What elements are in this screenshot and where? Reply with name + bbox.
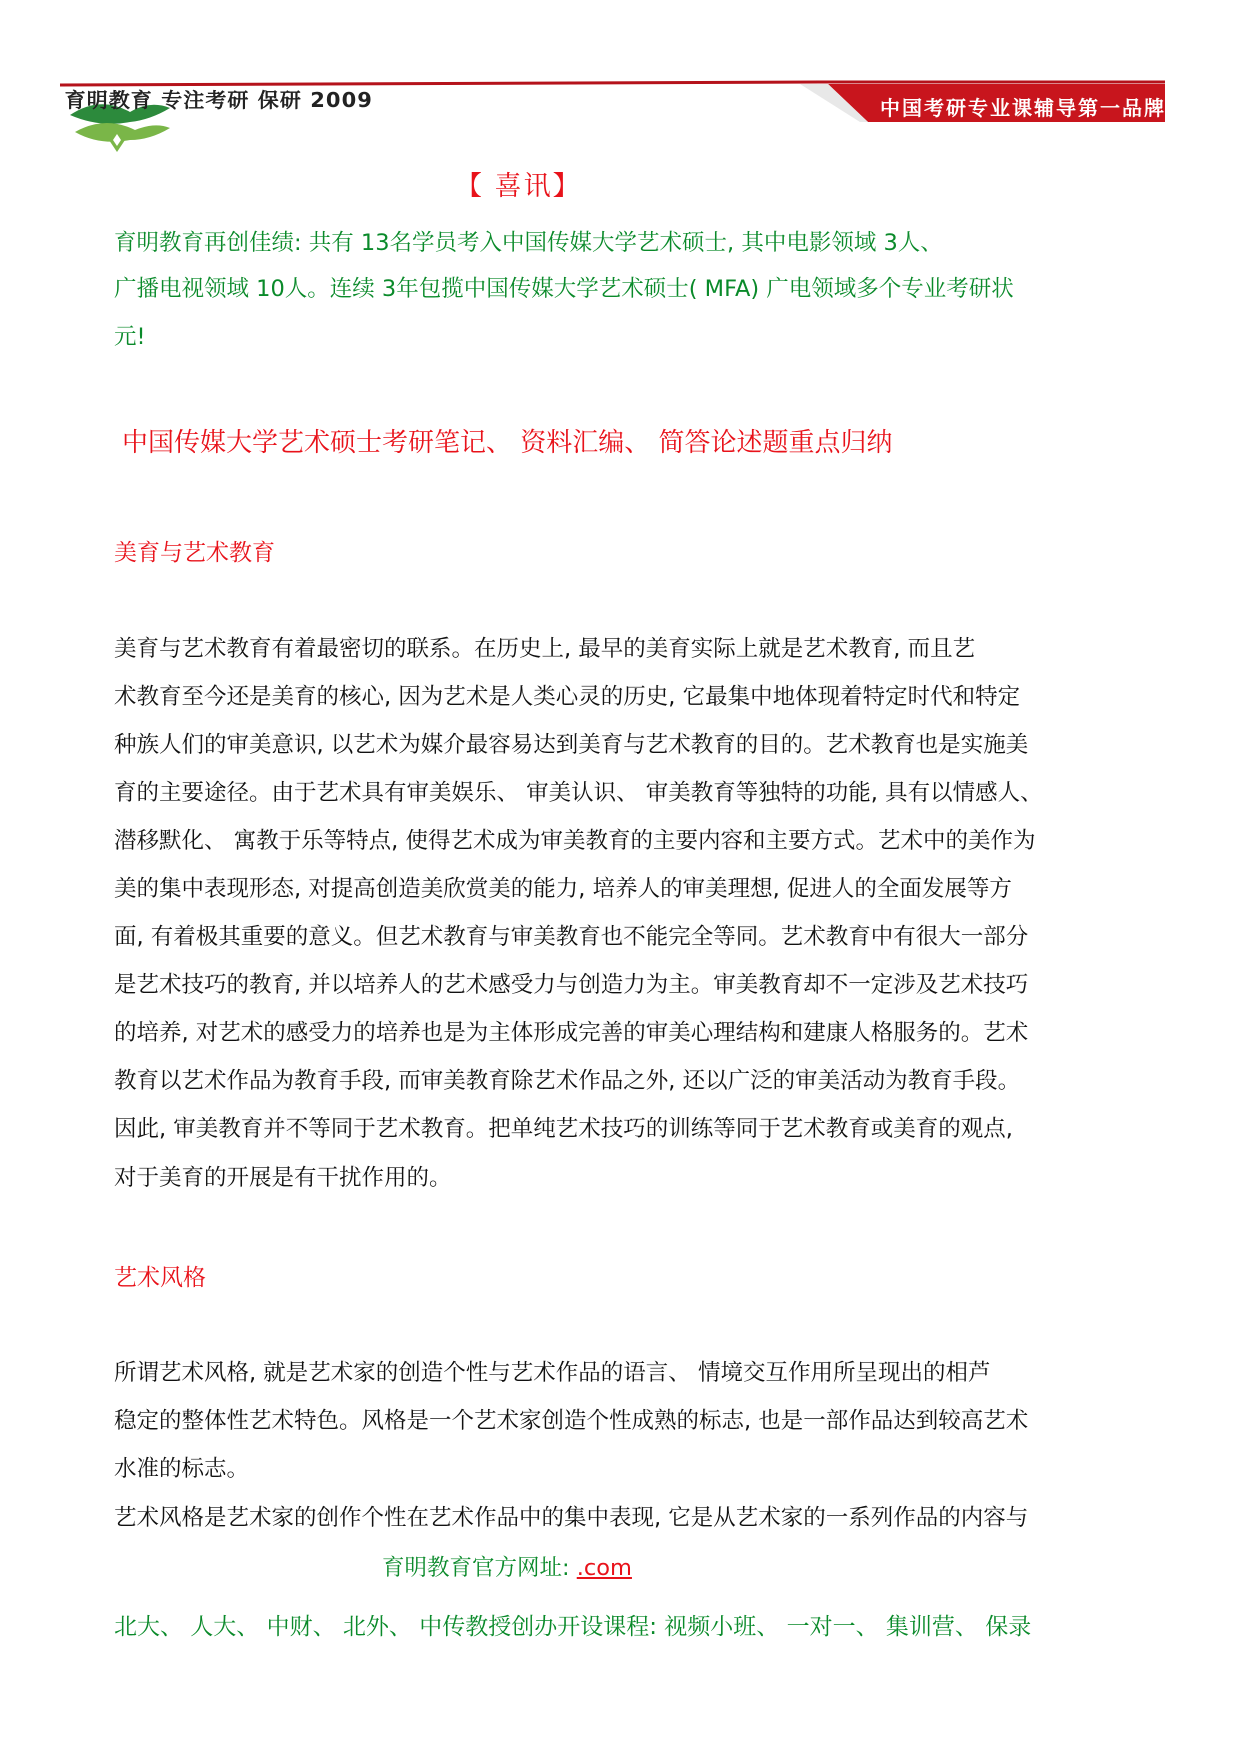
paragraph-line: 稳定的整体性艺术特色。风格是一个艺术家创造个性成熟的标志, 也是一部作品达到较高艺术 [114,1408,1029,1434]
footer-site-link[interactable]: .com [576,1555,632,1581]
paragraph-line: 所谓艺术风格, 就是艺术家的创造个性与艺术作品的语言、 情境交互作用所呈现出的相芦 [114,1360,991,1386]
header-graphics [0,0,1240,160]
paragraph-line: 水准的标志。 [114,1456,250,1482]
page-header [0,0,1240,160]
logo-text: 育明教育 专注考研 保研 2009 [64,88,373,112]
paragraph-line: 种族人们的审美意识, 以艺术为媒介最容易达到美育与艺术教育的目的。艺术教育也是实施美 [114,732,1029,758]
paragraph-line: 教育以艺术作品为教育手段, 而审美教育除艺术作品之外, 还以广泛的审美活动为教育手段。 [114,1068,1021,1094]
paragraph-line: 育的主要途径。由于艺术具有审美娱乐、 审美认识、 审美教育等独特的功能, 具有以情感人、 [114,780,1043,806]
document-title: 中国传媒大学艺术硕士考研笔记、 资料汇编、 简答论述题重点归纳 [122,428,893,458]
news-line: 广播电视领域 10人。连续 3年包揽中国传媒大学艺术硕士( MFA) 广电领域多个专业考研状 [114,276,1014,302]
news-line: 育明教育再创佳绩: 共有 13名学员考入中国传媒大学艺术硕士, 其中电影领域 3人、 [114,230,943,256]
paragraph-line: 因此, 审美教育并不等同于艺术教育。把单纯艺术技巧的训练等同于艺术教育或美育的观点, [114,1116,1013,1142]
paragraph-line: 潜移默化、 寓教于乐等特点, 使得艺术成为审美教育的主要内容和主要方式。艺术中的美作为 [114,828,1036,854]
news-line: 元! [114,324,146,350]
paragraph-line: 艺术风格是艺术家的创作个性在艺术作品中的集中表现, 它是从艺术家的一系列作品的内容与 [114,1505,1029,1531]
section-title: 艺术风格 [114,1265,206,1291]
paragraph-line: 的培养, 对艺术的感受力的培养也是为主体形成完善的审美心理结构和建康人格服务的。艺术 [114,1020,1029,1046]
banner-slogan: 中国考研专业课辅导第一品牌 [880,96,1166,120]
paragraph-line: 术教育至今还是美育的核心, 因为艺术是人类心灵的历史, 它最集中地体现着特定时代和特定 [114,684,1021,710]
paragraph-line: 美的集中表现形态, 对提高创造美欣赏美的能力, 培养人的审美理想, 促进人的全面发展等方 [114,876,1012,902]
footer-site-label: 育明教育官方网址: [382,1555,577,1581]
paragraph-line: 对于美育的开展是有干扰作用的。 [114,1165,452,1191]
news-title: 【 喜讯】 [455,171,582,202]
section-title: 美育与艺术教育 [114,540,275,566]
footer-courses: 北大、 人大、 中财、 北外、 中传教授创办开设课程: 视频小班、 一对一、 集训营、 保录 [114,1614,1032,1640]
paragraph-line: 美育与艺术教育有着最密切的联系。在历史上, 最早的美育实际上就是艺术教育, 而且艺 [114,636,976,662]
footer-site [382,1550,632,1582]
paragraph-line: 面, 有着极其重要的意义。但艺术教育与审美教育也不能完全等同。艺术教育中有很大一部分 [114,924,1029,950]
paragraph-line: 是艺术技巧的教育, 并以培养人的艺术感受力与创造力为主。审美教育却不一定涉及艺术技巧 [114,972,1029,998]
